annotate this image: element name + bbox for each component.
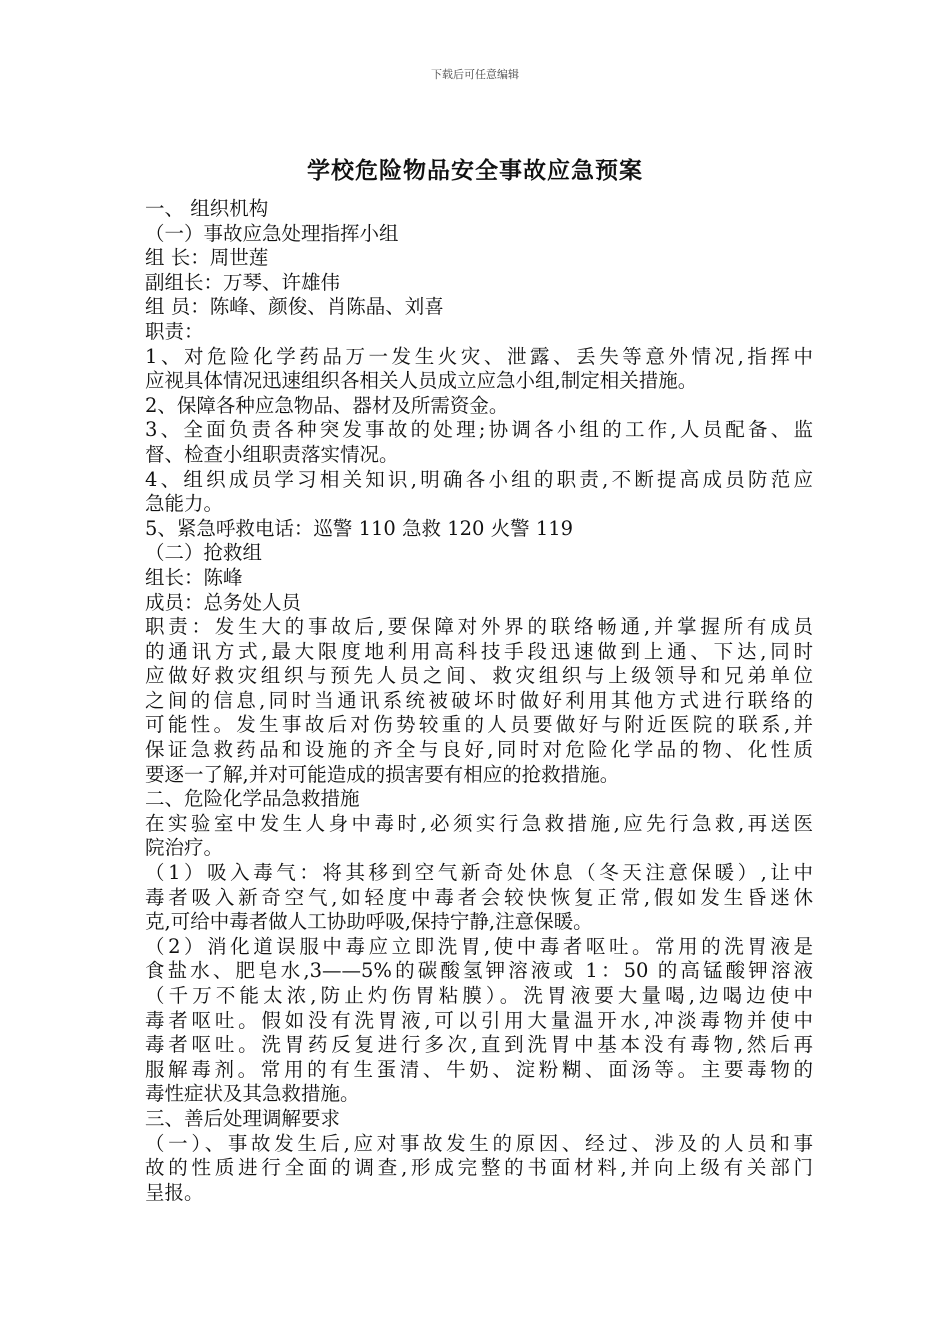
text-line: 克,可给中毒者做人工协助呼吸,保持宁静,注意保暖。: [145, 910, 593, 934]
text-line: 2、保障各种应急物品、器材及所需资金。: [145, 393, 509, 417]
text-line: 应做好救灾组织与预先人员之间、救灾组织与上级领导和兄弟单位: [145, 664, 813, 688]
text-line: 毒者呕吐。假如没有洗胃液,可以引用大量温开水,冲淡毒物并使中: [145, 1008, 813, 1032]
text-line: （一）、事故发生后,应对事故发生的原因、经过、涉及的人员和事: [145, 1131, 813, 1155]
text-line: （1）吸入毒气：将其移到空气新奇处休息（冬天注意保暖）,让中: [145, 861, 813, 885]
text-line: 3、全面负责各种突发事故的处理;协调各小组的工作,人员配备、监: [145, 418, 813, 442]
text-line: 保证急救药品和设施的齐全与良好,同时对危险化学品的物、化性质: [145, 738, 813, 762]
text-line: 毒性症状及其急救措施。: [145, 1082, 360, 1106]
text-line: 督、检查小组职责落实情况。: [145, 442, 399, 466]
text-line: 毒者吸入新奇空气,如轻度中毒者会较快恢复正常,假如发生昏迷休: [145, 885, 813, 909]
text-line: 可能性。发生事故后对伤势较重的人员要做好与附近医院的联系,并: [145, 713, 813, 737]
text-line: 服解毒剂。常用的有生蛋清、牛奶、淀粉糊、面汤等。主要毒物的: [145, 1057, 813, 1081]
text-line: 的通讯方式,最大限度地利用高科技手段迅速做到上通、下达,同时: [145, 639, 813, 663]
text-line: 5、紧急呼救电话：巡警 110 急救 120 火警 119: [145, 516, 574, 540]
text-line: 职责：: [145, 319, 204, 343]
text-line: （千万不能太浓,防止灼伤胃粘膜）。洗胃液要大量喝,边喝边使中: [145, 984, 813, 1007]
text-line: 组长：陈峰: [145, 565, 243, 589]
text-line: 二、危险化学品急救措施: [145, 787, 360, 811]
text-line: 院治疗。: [145, 836, 224, 860]
text-line: 应视具体情况迅速组织各相关人员成立应急小组,制定相关措施。: [145, 369, 698, 393]
text-line: （2）消化道误服中毒应立即洗胃,使中毒者呕吐。常用的洗胃液是: [145, 934, 813, 958]
text-line: 在实验室中发生人身中毒时,必须实行急救措施,应先行急救,再送医: [145, 811, 813, 835]
text-line: 职责：发生大的事故后,要保障对外界的联络畅通,并掌握所有成员: [145, 615, 813, 639]
text-line: 4、组织成员学习相关知识,明确各小组的职责,不断提高成员防范应: [145, 467, 813, 491]
text-line: 急能力。: [145, 492, 224, 516]
text-line: （一）事故应急处理指挥小组: [145, 221, 399, 245]
header-note: 下载后可任意编辑: [431, 68, 519, 81]
text-line: 之间的信息,同时当通讯系统被破坏时做好利用其他方式进行联络的: [145, 688, 813, 712]
text-line: 一、 组织机构: [145, 197, 269, 220]
text-line: 1、对危险化学药品万一发生火灾、泄露、丢失等意外情况,指挥中: [145, 344, 813, 368]
text-line: 成员：总务处人员: [145, 590, 302, 614]
text-line: 组 员：陈峰、颜俊、肖陈晶、刘喜: [145, 295, 444, 319]
text-line: 三、善后处理调解要求: [145, 1106, 341, 1130]
text-line: 食盐水、肥皂水,3——5%的碳酸氢钾溶液或 1：50 的高锰酸钾溶液: [145, 959, 813, 983]
text-line: 毒者呕吐。洗胃药反复进行多次,直到洗胃中基本没有毒物,然后再: [145, 1033, 813, 1057]
text-line: 要逐一了解,并对可能造成的损害要有相应的抢救措施。: [145, 762, 620, 786]
document-body: [145, 197, 813, 1205]
page-title: 学校危险物品安全事故应急预案: [307, 158, 643, 184]
text-line: （二）抢救组: [145, 541, 263, 565]
text-line: 副组长：万琴、许雄伟: [145, 270, 341, 294]
text-line: 故的性质进行全面的调查,形成完整的书面材料,并向上级有关部门: [145, 1156, 813, 1180]
text-line: 呈报。: [145, 1180, 204, 1204]
text-line: 组 长：周世莲: [145, 246, 269, 270]
